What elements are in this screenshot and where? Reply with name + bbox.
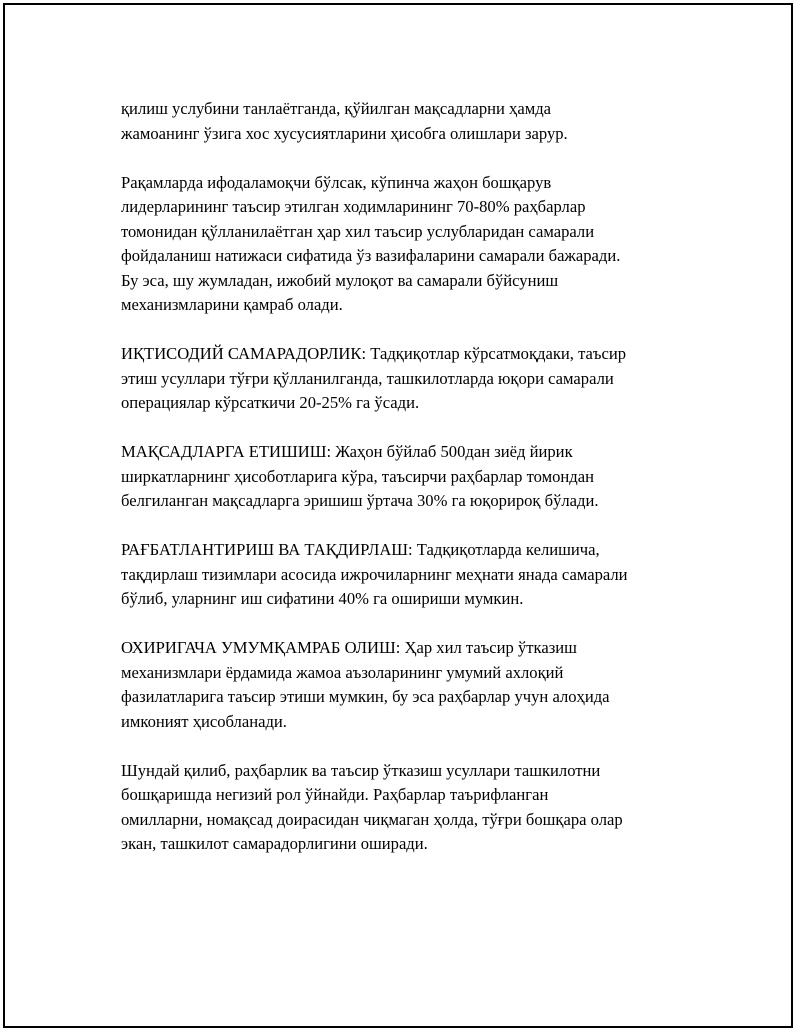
text-line: бошқаришда негизий рол ўйнайди. Раҳбарлар таърифланган	[121, 785, 549, 804]
text-line: механизмлари ёрдамида жамоа аъзоларининг умумий ахлоқий	[121, 662, 564, 682]
text-line: ширкатларнинг ҳисоботларига кўра, таъсирчи раҳбарлар томондан	[121, 466, 594, 486]
text-line: жамоанинг ўзига хос хусусиятларини ҳисобга олишлари зарур.	[121, 123, 568, 143]
text-line: фойдаланиш натижаси сифатида ўз вазифаларини самарали бажаради.	[121, 246, 621, 265]
paragraph-economic-efficiency	[121, 342, 701, 416]
text-line: лидерларининг таъсир этилган ходимларининг 70-80% раҳбарлар	[121, 197, 586, 216]
paragraph-goal-achievement	[121, 440, 701, 514]
text-line: белгиланган мақсадларга эришиш ўртача 30% га юқорироқ бўлади.	[121, 491, 599, 510]
text-line: экан, ташкилот самарадорлигини оширади.	[121, 834, 428, 853]
text-line: этиш усуллари тўғри қўлланилганда, ташкилотларда юқори самарали	[121, 368, 614, 388]
paragraph-intro-continuation	[121, 97, 701, 146]
paragraph-statistics	[121, 171, 701, 318]
text-line: томонидан қўлланилаётган ҳар хил таъсир услубларидан самарали	[121, 221, 595, 241]
text-line: ИҚТИСОДИЙ САМАРАДОРЛИК: Тадқиқотлар кўрсатмоқдаки, таъсир	[121, 344, 627, 363]
text-line: РАҒБАТЛАНТИРИШ ВА ТАҚДИРЛАШ: Тадқиқотларда келишича,	[121, 540, 600, 559]
text-line: механизмларини қамраб олади.	[121, 295, 343, 314]
text-line: Шундай қилиб, раҳбарлик ва таъсир ўтказиш усуллари ташкилотни	[121, 760, 601, 780]
text-line: тақдирлаш тизимлари асосида ижрочиларнинг меҳнати янада самарали	[121, 564, 628, 584]
text-line: фазилатларига таъсир этиши мумкин, бу эса раҳбарлар учун алоҳида	[121, 687, 610, 706]
text-line: қилиш услубини танлаётганда, қўйилган мақсадларни ҳамда	[121, 99, 552, 118]
text-line: имконият ҳисобланади.	[121, 711, 287, 731]
paragraph-full-coverage	[121, 636, 701, 734]
text-line: Бу эса, шу жумладан, ижобий мулоқот ва самарали бўйсуниш	[121, 270, 559, 290]
text-line: ОХИРИГАЧА УМУМҚАМРАБ ОЛИШ: Ҳар хил таъсир ўтказиш	[121, 638, 577, 657]
text-line: бўлиб, уларнинг иш сифатини 40% га ошириши мумкин.	[121, 589, 524, 608]
document-page	[3, 3, 793, 1028]
text-line: МАҚСАДЛАРГА ЕТИШИШ: Жаҳон бўйлаб 500дан зиёд йирик	[121, 442, 573, 461]
text-line: омилларни, номақсад доирасидан чиқмаган ҳолда, тўғри бошқара олар	[121, 809, 623, 829]
text-line: операциялар кўрсаткичи 20-25% га ўсади.	[121, 393, 420, 412]
text-line: Рақамларда ифодаламоқчи бўлсак, кўпинча жаҳон бошқарув	[121, 172, 552, 192]
paragraph-conclusion	[121, 759, 701, 857]
paragraph-motivation-rewards	[121, 538, 701, 612]
document-body	[121, 97, 701, 881]
